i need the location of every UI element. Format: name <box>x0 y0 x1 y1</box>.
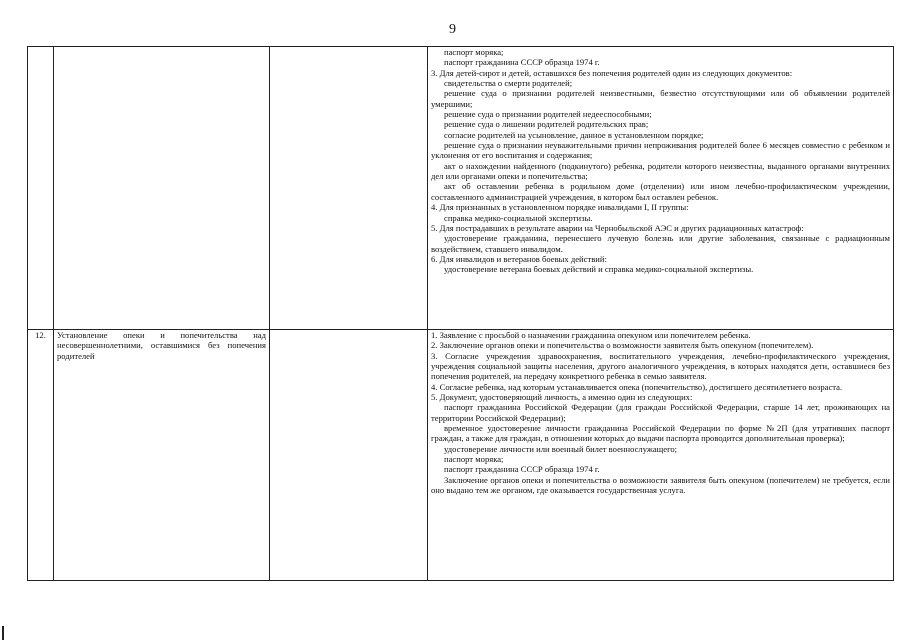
document-item: удостоверение личности или военный билет военнослужащего; <box>444 443 678 454</box>
document-item: паспорт гражданина СССР образца 1974 г. <box>444 57 600 68</box>
document-item: паспорт моряка; <box>444 47 504 57</box>
authority-cell <box>270 47 428 330</box>
document-item: 4. Для признанных в установленном порядке инвалидами I, II группы: <box>431 202 689 213</box>
document-item: 5. Для пострадавших в результате аварии на Чернобыльской АЭС и других радиационных катастроф: <box>431 222 804 233</box>
document-item: временное удостоверение личности гражданина Российской Федерации по форме №2П (для утративших паспорт граждан, а также для граждан, в отношении которых до выдачи паспорта проводится дополнительная проверка); <box>431 423 890 444</box>
required-documents-cell <box>428 47 894 330</box>
document-item: удостоверение гражданина, перенесшего лучевую болезнь или другие заболевания, связанные с радиационным воздействием, ставшего инвалидом. <box>431 233 890 254</box>
document-item: 6. Для инвалидов и ветеранов боевых действий: <box>431 253 607 264</box>
document-item: паспорт гражданина СССР образца 1974 г. <box>444 464 600 475</box>
scan-edge-mark <box>2 626 4 640</box>
row-number-cell <box>28 47 54 330</box>
document-item: справка медико-социальной экспертизы. <box>444 212 593 223</box>
service-name-cell: Установление опеки и попечительства над несовершеннолетними, оставшимися без попечения родителей <box>54 330 270 581</box>
document-item: паспорт моряка; <box>444 454 504 465</box>
service-name-cell <box>54 47 270 330</box>
document-item: свидетельства о смерти родителей; <box>444 78 573 89</box>
document-item: 3. Для детей-сирот и детей, оставшихся без попечения родителей один из следующих документов: <box>431 67 793 78</box>
table-row <box>28 47 894 330</box>
document-item: решение суда о лишении родителей родительских прав; <box>444 119 649 130</box>
document-item: паспорт гражданина Российской Федерации (для граждан Российской Федерации, старше 14 лет, проживающих на территории Российской Федерации); <box>431 402 890 423</box>
document-item: акт об оставлении ребенка в родильном доме (отделении) или ином лечебно-профилактическом учреждении, составленного администрацией учреждения, в котором был оставлен ребенок. <box>431 181 890 202</box>
row-number-cell: 12. <box>28 330 54 581</box>
required-documents-cell <box>428 330 894 581</box>
services-table <box>27 46 894 581</box>
document-item: 5. Документ, удостоверяющий личность, а именно один из следующих: <box>431 392 693 403</box>
document-item: решение суда о признании неуважительными причин непроживания родителей более 6 месяцев совместно с ребенком и уклонения от его воспитания и содержания; <box>431 140 890 161</box>
document-item: 4. Согласие ребенка, над которым устанавливается опека (попечительство), достигшего десятилетнего возраста. <box>431 381 843 392</box>
document-item: Заключение органов опеки и попечительства о возможности заявителя быть опекуном (попечителем) не требуется, если оно выдано тем же органом, где оказывается государственная услуга. <box>431 474 890 496</box>
table-row <box>28 330 894 581</box>
document-item: 3. Согласие учреждения здравоохранения, воспитательного учреждения, лечебно-профилактического учреждения, учреждения социальной защиты населения, другого аналогичного учреждения, в которых находятся дети, оставшиеся без попечения родителей, на передачу конкретного ребенка в семью заявителя. <box>431 350 890 382</box>
document-item: решение суда о признании родителей неизвестными, безвестно отсутствующими или об объявлении родителей умершими; <box>431 88 890 109</box>
authority-cell <box>270 330 428 581</box>
document-item: 2. Заключение органов опеки и попечительства о возможности заявителя быть опекуном (попечителем). <box>431 340 814 351</box>
page-number: 9 <box>449 22 456 37</box>
document-item: согласие родителей на усыновление, данное в установленном порядке; <box>444 129 704 140</box>
document-item: акт о нахождении найденного (подкинутого) ребенка, родители которого неизвестны, выданного органами внутренних дел или органами опеки и попечительства; <box>431 160 890 182</box>
document-item: 1. Заявление с просьбой о назначении гражданина опекуном или попечителем ребенка. <box>431 330 751 340</box>
document-item: решение суда о признании родителей недееспособными; <box>444 109 652 120</box>
document-item: удостоверение ветерана боевых действий и справка медико-социальной экспертизы. <box>444 264 754 275</box>
